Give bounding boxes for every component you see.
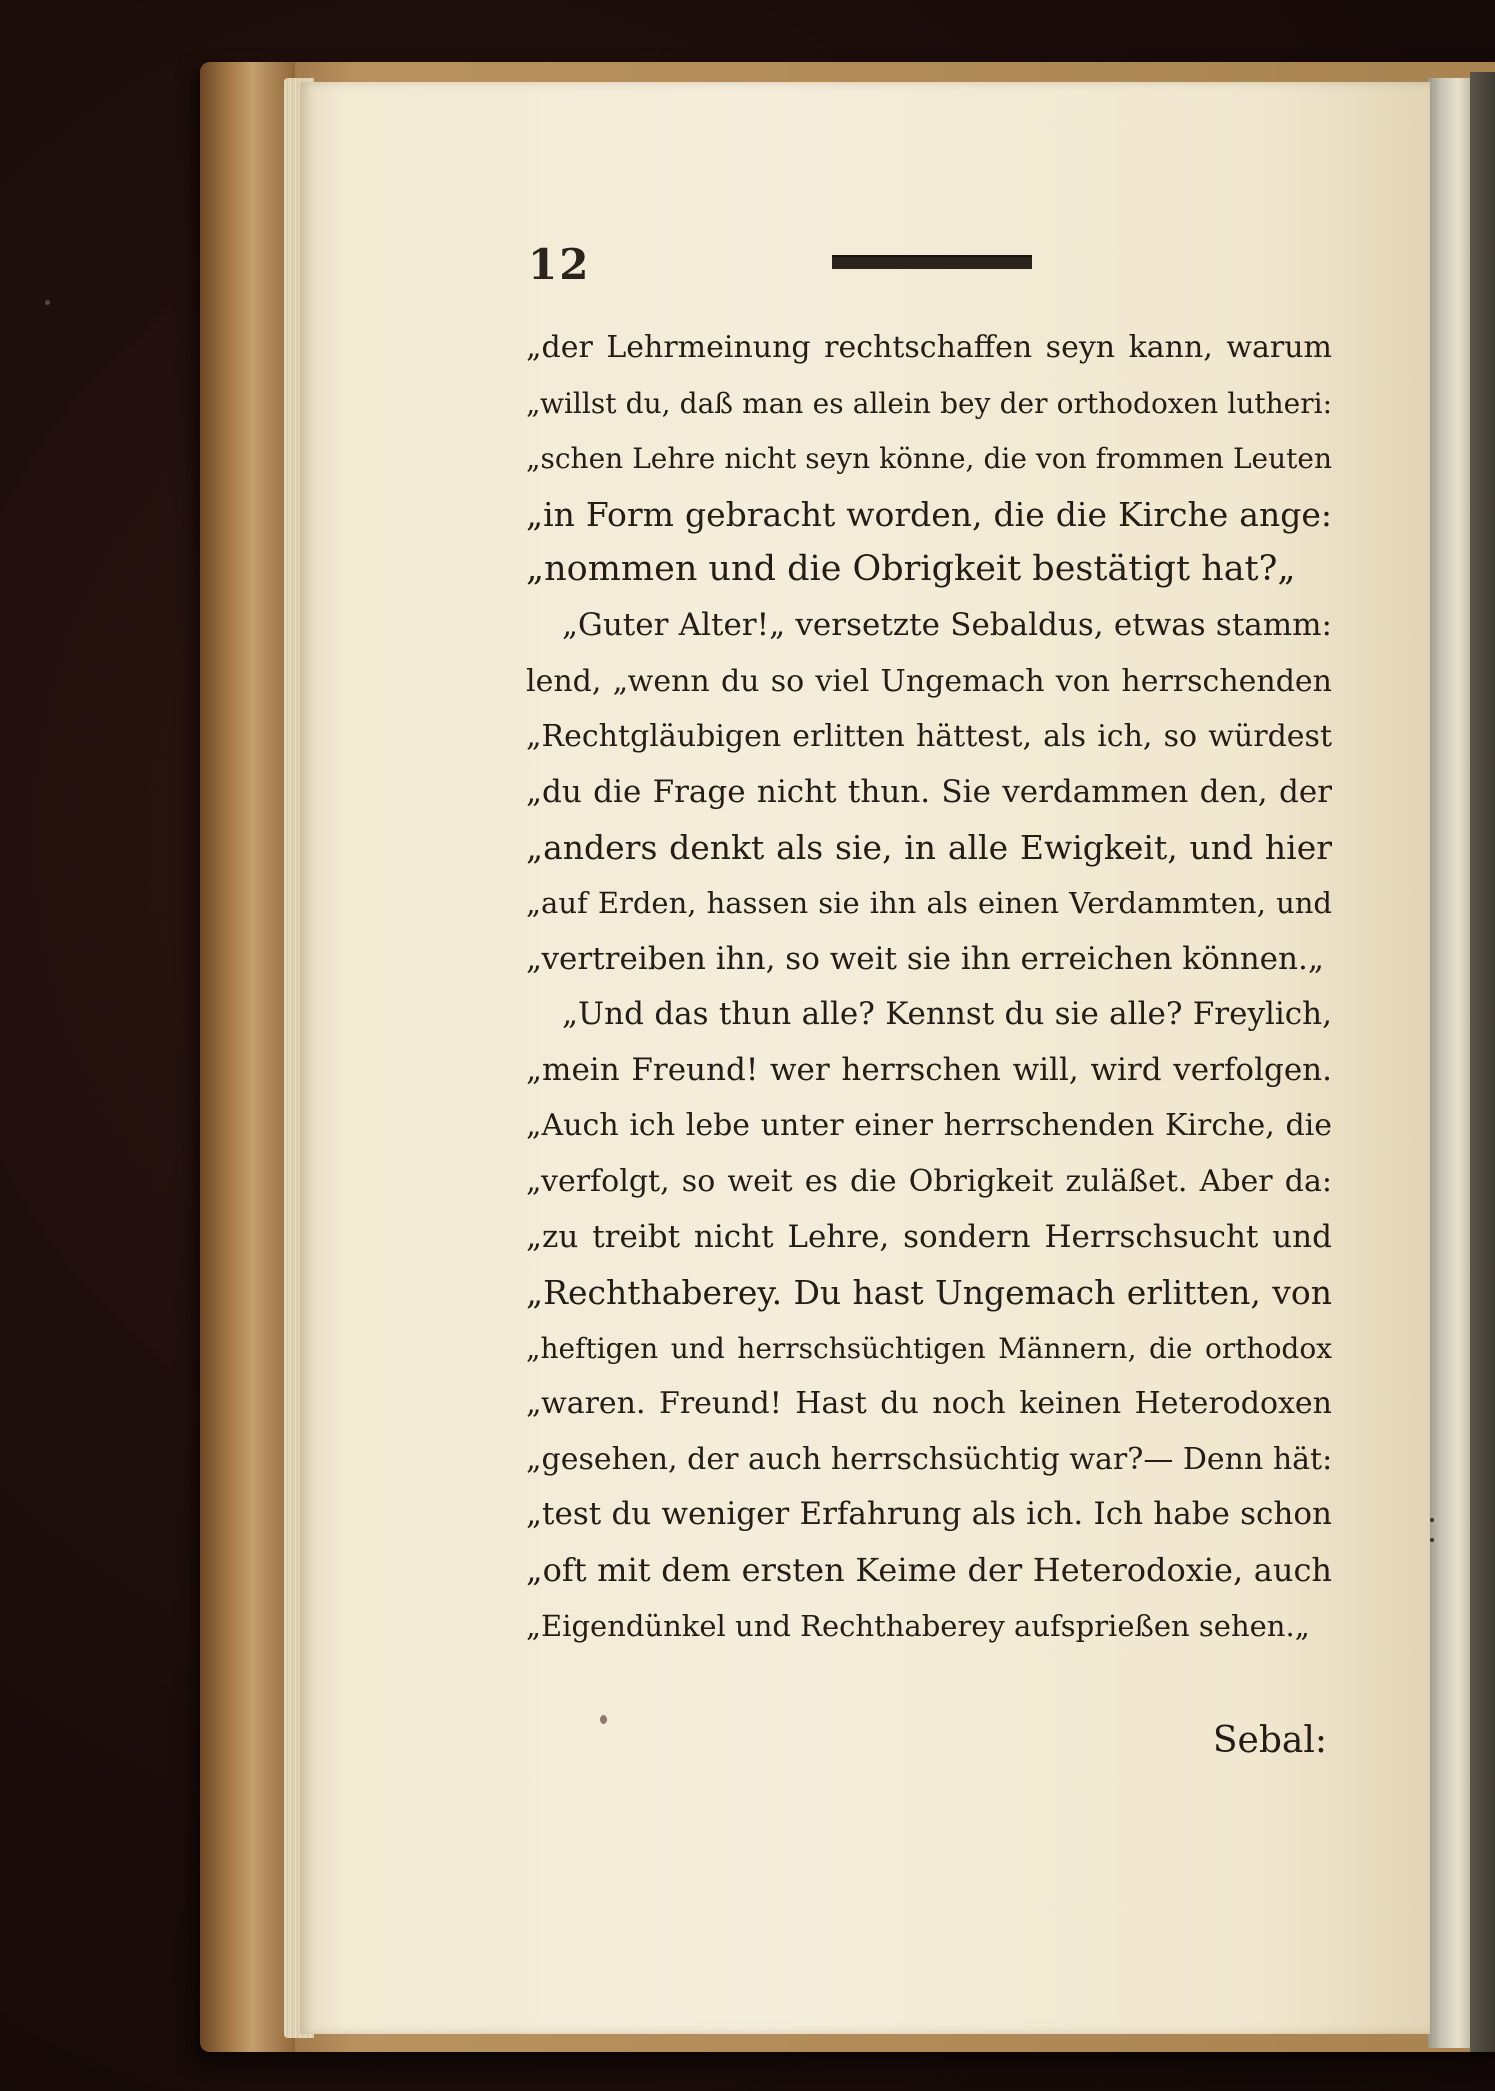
text-line: „verfolgt, so weit es die Obrigkeit zuläßet. Aber da: bbox=[526, 1163, 1332, 1199]
text-line: „der Lehrmeinung rechtschaffen seyn kann, warum bbox=[526, 330, 1332, 365]
text-line: „oft mit dem ersten Keime der Heterodoxie, auch bbox=[526, 1551, 1332, 1590]
text-line: „zu treibt nicht Lehre, sondern Herrschsucht und bbox=[526, 1218, 1332, 1255]
paper-speck bbox=[600, 1715, 607, 1724]
text-line: „Und das thun alle? Kennst du sie alle? Freylich, bbox=[562, 996, 1332, 1033]
text-line: „Auch ich lebe unter einer herrschenden Kirche, die bbox=[526, 1108, 1332, 1144]
text-line: „test du weniger Erfahrung als ich. Ich habe schon bbox=[526, 1496, 1332, 1533]
text-line: „heftigen und herrschsüchtigen Männern, die orthodox bbox=[526, 1331, 1332, 1365]
text-line: „Guter Alter!„ versetzte Sebaldus, etwas stamm: bbox=[562, 606, 1332, 643]
text-line: „du die Frage nicht thun. Sie verdammen den, der bbox=[526, 773, 1332, 810]
text-line: lend, „wenn du so viel Ungemach von herrschenden bbox=[526, 663, 1332, 699]
page-number: 12 bbox=[528, 240, 591, 289]
text-line: „Rechtgläubigen erlitten hättest, als ich, so würdest bbox=[526, 719, 1332, 755]
text-line: „anders denkt als sie, in alle Ewigkeit, und hier bbox=[526, 828, 1332, 868]
text-line: „willst du, daß man es allein bey der orthodoxen lutheri: bbox=[526, 386, 1332, 420]
paper-speck bbox=[1430, 1538, 1434, 1542]
text-line: „Eigendünkel und Rechthaberey aufsprießen sehen.„ bbox=[526, 1608, 1310, 1643]
text-line: „gesehen, der auch herrschsüchtig war?— Denn hät: bbox=[526, 1441, 1332, 1477]
text-line: „in Form gebracht worden, die die Kirche ange: bbox=[526, 494, 1332, 534]
text-line: „nommen und die Obrigkeit bestätigt hat?„ bbox=[526, 549, 1296, 590]
text-line: „schen Lehre nicht seyn könne, die von frommen Leuten bbox=[526, 442, 1332, 476]
text-line: „mein Freund! wer herrschen will, wird verfolgen. bbox=[526, 1051, 1332, 1088]
paper-speck bbox=[1430, 1518, 1434, 1522]
cover-edge-right bbox=[1470, 72, 1495, 2052]
book-spine bbox=[200, 62, 295, 2052]
text-line: „Rechthaberey. Du hast Ungemach erlitten, von bbox=[526, 1273, 1332, 1313]
text-line: „waren. Freund! Hast du noch keinen Heterodoxen bbox=[526, 1386, 1332, 1422]
paper-speck bbox=[45, 300, 50, 305]
header-rule bbox=[832, 255, 1032, 269]
catchword: Sebal: bbox=[1212, 1720, 1327, 1761]
body-text bbox=[526, 320, 1332, 1654]
text-line: „vertreiben ihn, so weit sie ihn erreichen können.„ bbox=[526, 940, 1324, 977]
text-line: „auf Erden, hassen sie ihn als einen Verdammten, und bbox=[526, 885, 1332, 920]
